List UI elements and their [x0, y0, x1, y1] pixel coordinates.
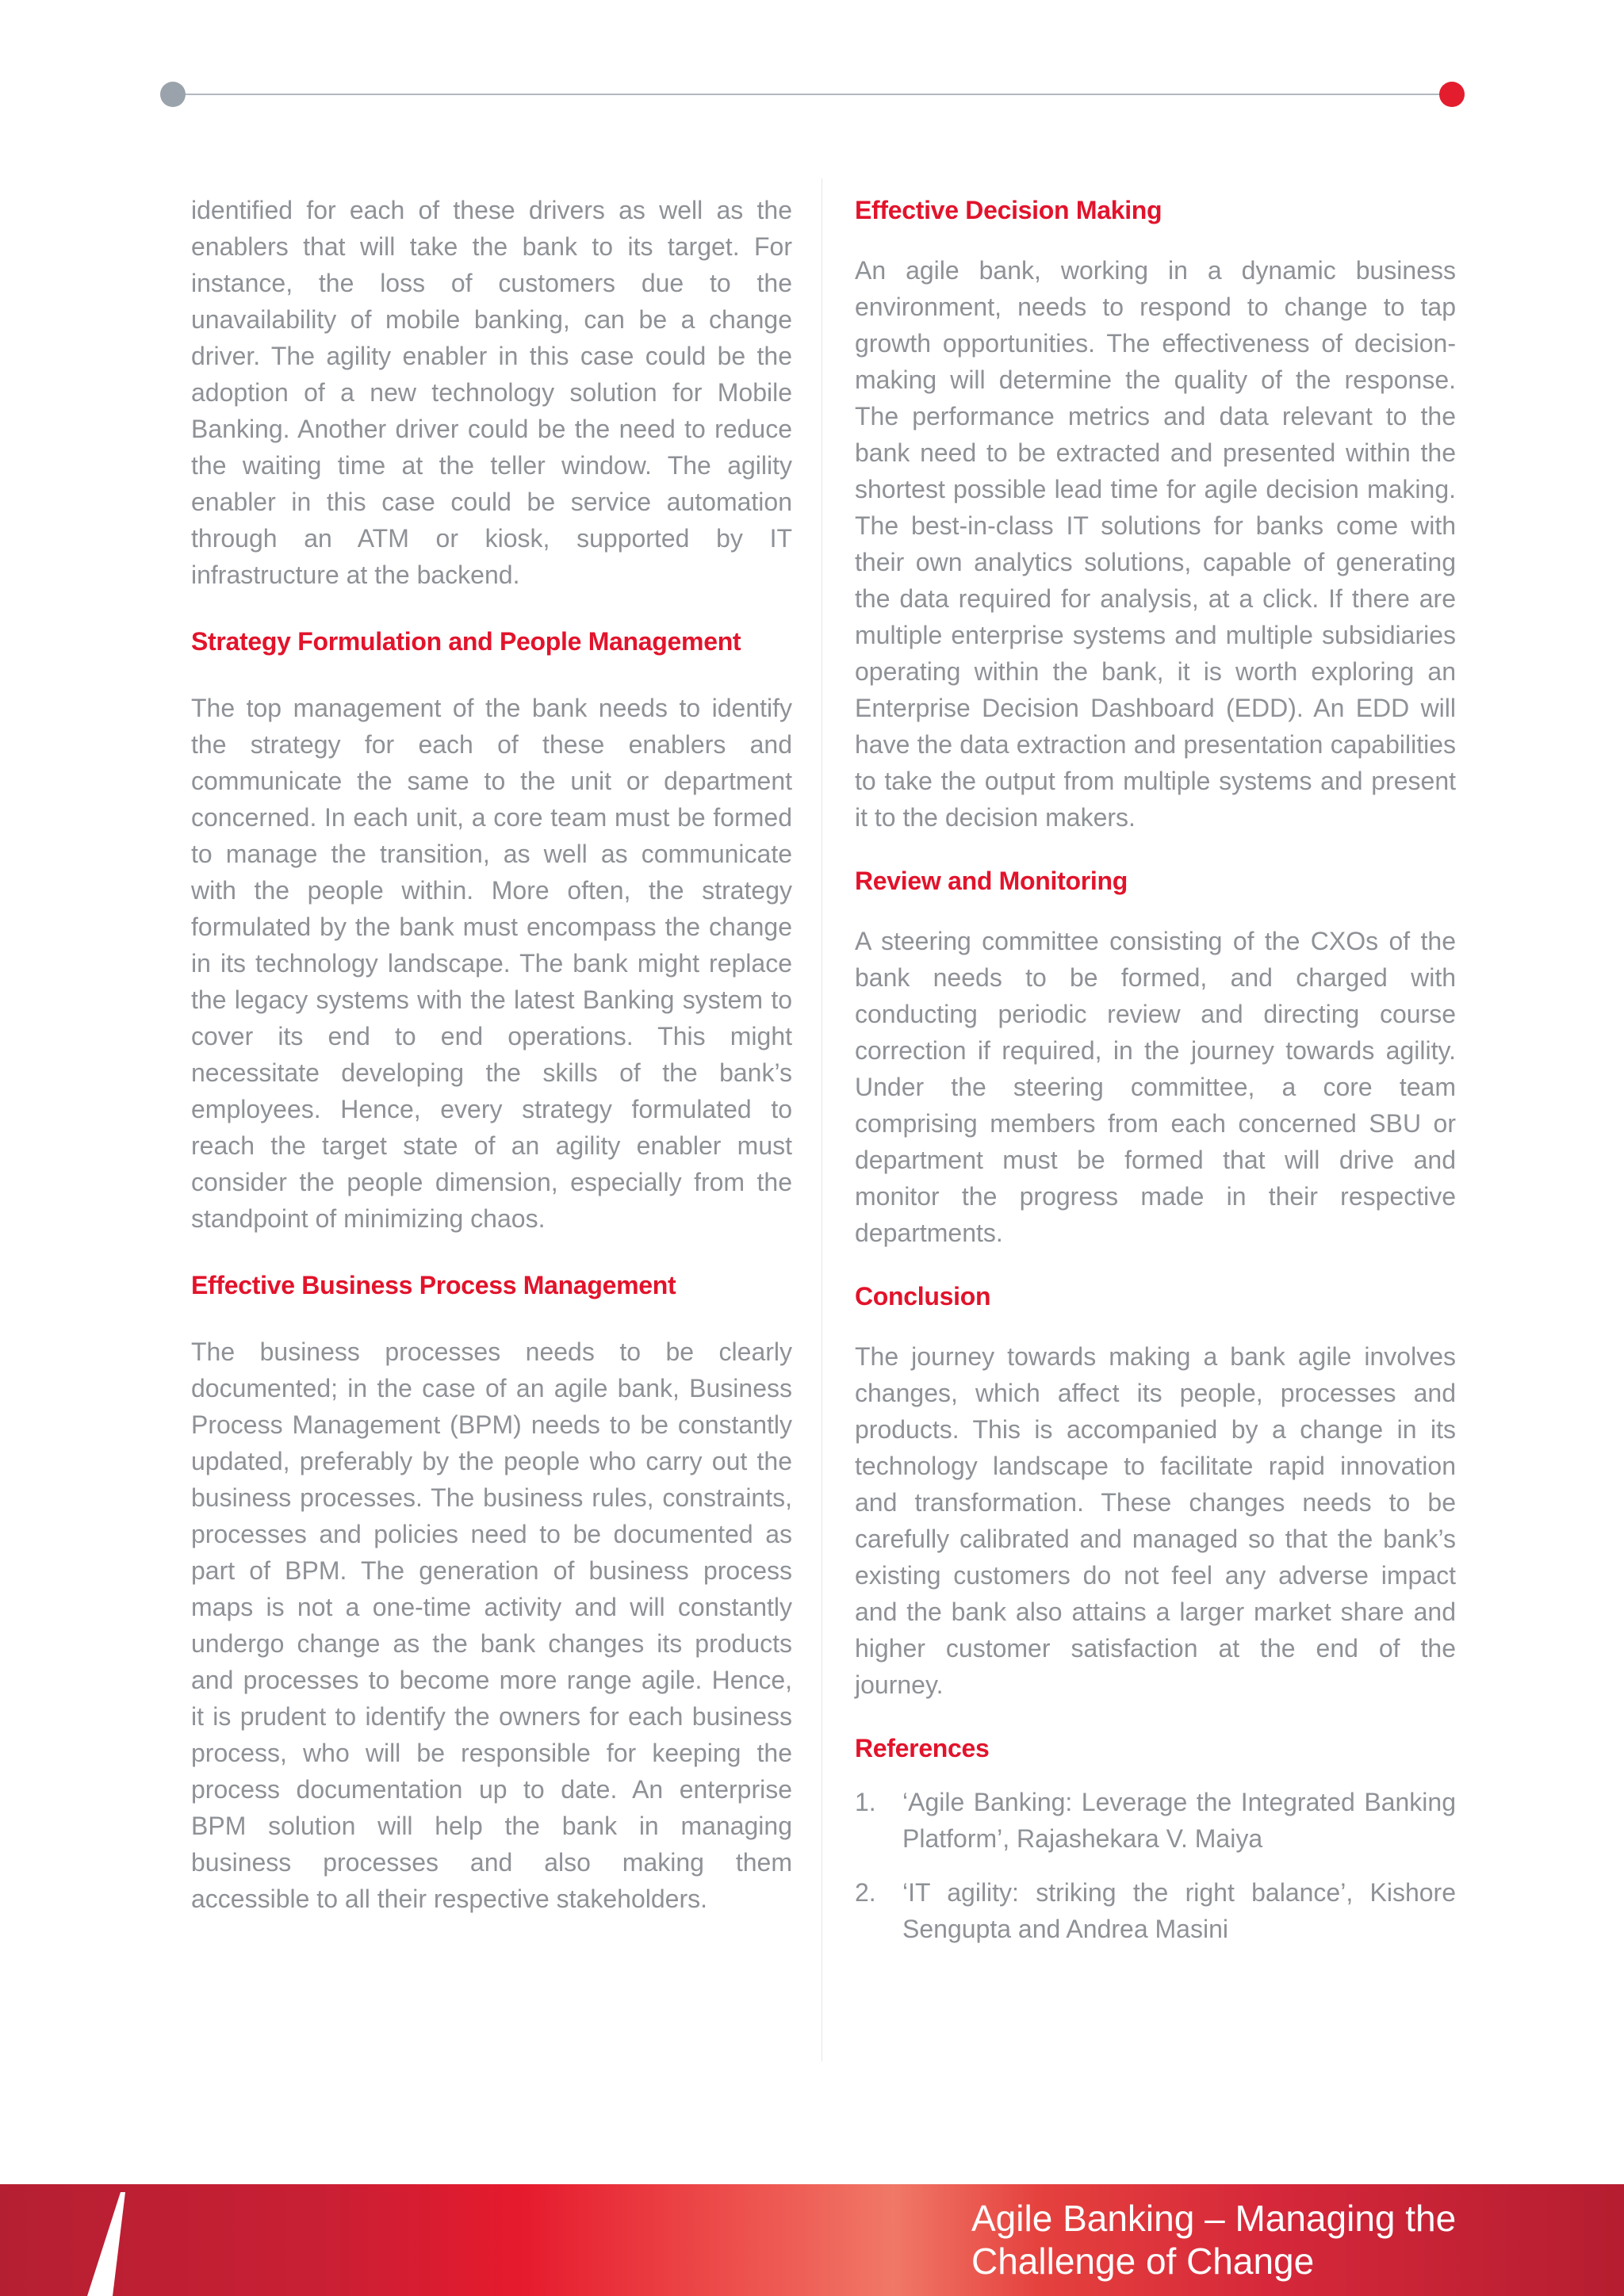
footer-title	[971, 2197, 1606, 2283]
references-list	[855, 1784, 1456, 1947]
left-column	[191, 192, 792, 1917]
right-column	[855, 192, 1456, 1965]
conclusion-heading: Conclusion	[855, 1282, 991, 1311]
footer-title-line-2: Challenge of Change	[971, 2241, 1315, 2282]
decision-heading: Effective Decision Making	[855, 196, 1162, 224]
rule-end-dot	[1439, 82, 1465, 107]
reference-text: ‘Agile Banking: Leverage the Integrated Banking Platform’, Rajashekara V. Maiya	[902, 1788, 1456, 1853]
bpm-paragraph: The business processes needs to be clearly documented; in the case of an agile bank, Business Process Management (BPM) needs to be constantly updated, preferably by the people who carry out the business processes. The business rules, constraints, processes and policies need to be documented as part of BPM. The generation of business process maps is not a one-time activity and will constantly undergo change as the bank changes its products and processes to become more range agile. Hence, it is prudent to identify the owners for each business process, who will be responsible for keeping the process documentation up to date. An enterprise BPM solution will help the bank in managing business processes and also making them accessible to all their respective stakeholders.	[191, 1337, 792, 1913]
bpm-heading: Effective Business Process Management	[191, 1271, 676, 1299]
reference-number: 2.	[855, 1878, 876, 1907]
references-heading: References	[855, 1734, 990, 1762]
review-heading: Review and Monitoring	[855, 867, 1128, 895]
footer-banner	[0, 2184, 1624, 2296]
rule-start-dot	[160, 82, 186, 107]
top-rule	[173, 94, 1451, 95]
strategy-paragraph: The top management of the bank needs to identify the strategy for each of these enablers and communicate the same to the unit or department concerned. In each unit, a core team must be formed to manage the transition, as well as communicate with the people within. More often, the strategy formulated by the bank must encompass the change in its technology landscape. The bank might replace the legacy systems with the latest Banking system to cover its end to end operations. This might necessitate developing the skills of the bank’s employees. Hence, every strategy formulated to reach the target state of an agility enabler must consider the people dimension, especially from the standpoint of minimizing chaos.	[191, 694, 792, 1233]
review-paragraph: A steering committee consisting of the CXOs of the bank needs to be formed, and charged with conducting periodic review and directing course correction if required, in the journey towards agility. Under the steering committee, a core team comprising members from each concerned SBU or department must be formed that will drive and monitor the progress made in their respective departments.	[855, 927, 1456, 1247]
intro-paragraph: identified for each of these drivers as well as the enablers that will take the bank to its target. For instance, the loss of customers due to the unavailability of mobile banking, can be a change driver. The agility enabler in this case could be the adoption of a new technology solution for Mobile Banking. Another driver could be the need to reduce the waiting time at the teller window. The agility enabler in this case could be service automation through an ATM or kiosk, supported by IT infrastructure at the backend.	[191, 196, 792, 589]
footer-sail-shape	[87, 2192, 125, 2296]
decision-paragraph: An agile bank, working in a dynamic business environment, needs to respond to change to tap growth opportunities. The effectiveness of decision-making will determine the quality of the response. The performance metrics and data relevant to the bank need to be extracted and presented within the shortest possible lead time for agile decision making. The best-in-class IT solutions for banks come with their own analytics solutions, capable of generating the data required for analysis, at a click. If there are multiple enterprise systems and multiple subsidiaries operating within the bank, it is worth exploring an Enterprise Decision Dashboard (EDD). An EDD will have the data extraction and presentation capabilities to take the output from multiple systems and present it to the decision makers.	[855, 256, 1456, 832]
reference-item	[855, 1874, 1456, 1947]
footer-title-line-1: Agile Banking – Managing the	[971, 2198, 1457, 2239]
reference-item	[855, 1784, 1456, 1857]
strategy-heading: Strategy Formulation and People Management	[191, 627, 741, 656]
reference-text: ‘IT agility: striking the right balance’, Kishore Sengupta and Andrea Masini	[902, 1878, 1456, 1943]
conclusion-paragraph: The journey towards making a bank agile involves changes, which affect its people, processes and products. This is accompanied by a change in its technology landscape to facilitate rapid innovation and transformation. These changes needs to be carefully calibrated and managed so that the bank’s existing customers do not feel any adverse impact and the bank also attains a larger market share and higher customer satisfaction at the end of the journey.	[855, 1342, 1456, 1699]
reference-number: 1.	[855, 1788, 876, 1816]
